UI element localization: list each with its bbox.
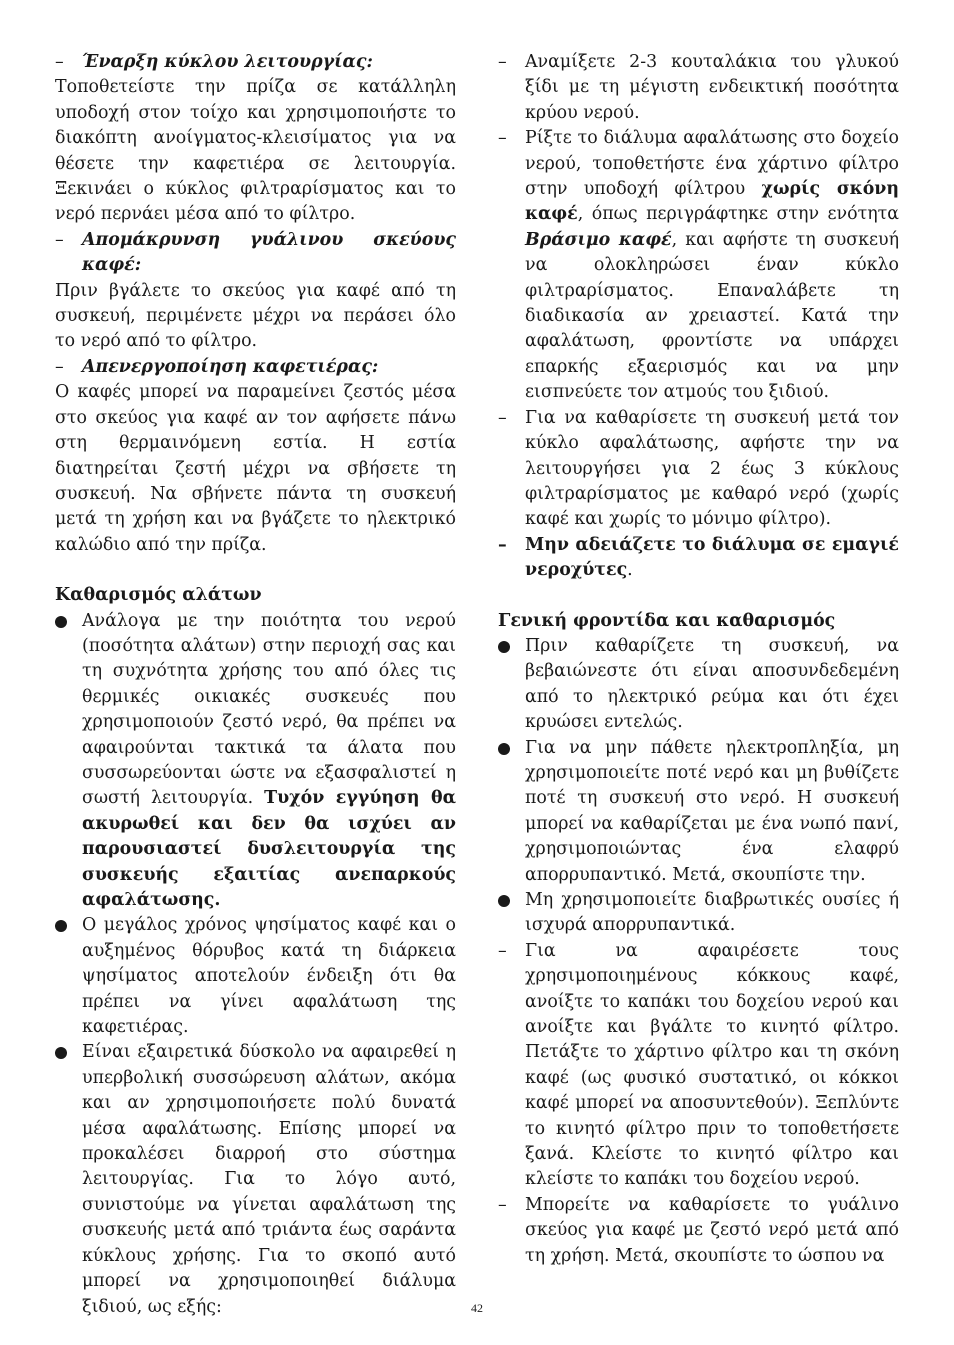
item-emphasis: χωρίς σκόνη καφέ [525,179,900,225]
bullet-text: Ανάλογα με την ποιότητα του νερού (ποσότητα αλάτων) στην περιοχή σας και τη συχνότητα χρήσης του από όλες τις θερμικές οικιακές συσκευές που χρησιμοποιούν ζεστό νερό, θα πρέπει να αφαιρούνται τακτικά τα άλατα που συσσωρεύονται ώστε να εξασφαλιστεί η σωστή λειτουργία. [82,610,456,809]
item-text: Για να αφαιρέσετε τους χρησιμοποιημένους κόκκους καφέ, ανοίξτε το καπάκι του δοχείου νερού και ανοίξτε και βγάλτε το κινητό φίλτρο. Πετάξτε το χάρτινο φίλτρο και τη σκόνη καφέ (ως φυσικό συστατικό, οι κόκκοι καφέ μπορεί να αποσυντεθούν). Ξεπλύντε το κινητό φίλτρο πριν το τοποθετήσετε ξανά. Κλείστε το κινητό φίλτρο και κλείστε το καπάκι του δοχείου νερού. [525,940,899,1190]
item-text: , όπως περιγράφτηκε στην ενότητα [577,204,899,225]
bullet-item [498,634,899,736]
dash-marker: – [498,1194,507,1215]
step-title: Απομάκρυνση γυάλινου σκεύους καφέ: [82,229,456,276]
bullet-item [498,736,899,888]
bullet-dot-icon [498,743,510,755]
item-warning: Μην αδειάζετε το διάλυμα σε εμαγιέ νεροχύτες [525,534,899,581]
bullet-text: Ο μεγάλος χρόνος ψησίματος καφέ και ο αυξημένος θόρυβος κατά τη διάρκεια ψησίματος αποτελούν ένδειξη ότι θα πρέπει να γίνει αφαλάτωση της καφετιέρας. [82,915,456,1038]
dash-marker: – [55,356,64,377]
list-item [498,126,899,405]
section-title-descaling: Καθαρισμός αλάτων [55,585,262,606]
dash-marker: – [498,534,507,555]
bullet-item [55,609,456,914]
list-item [498,1193,899,1269]
bullet-dot-icon [55,1047,67,1059]
warranty-warning: Τυχόν εγγύηση θα ακυρωθεί και δεν θα ισχύει αν παρουσιαστεί δυσλειτουργία της συσκευής εξαιτίας ανεπαρκούς αφαλάτωσης. [82,788,456,910]
bullet-text: Πριν καθαρίζετε τη συσκευή, να βεβαιώνεστε ότι είναι αποσυνδεδεμένη από το ηλεκτρικό ρεύμα και ότι έχει κρυώσει εντελώς. [525,635,899,733]
section-title-care: Γενική φροντίδα και καθαρισμός [498,610,836,631]
bullet-dot-icon [498,895,510,907]
step-start-cycle [55,50,456,75]
step-text: Ο καφές μπορεί να παραμείνει ζεστός μέσα στο σκεύος για καφέ αν τον αφήσετε πάνω στη θερμαινόμενη εστία. Η εστία διατηρείται ζεστή μέχρι να σβήσετε τη συσκευή. Να σβήνετε πάντα τη συσκευή μετά τη χρήση και να βγάζετε το ηλεκτρικό καλώδιο από την πρίζα. [55,382,456,555]
item-text: Αναμίξετε 2-3 κουταλάκια του γλυκού ξίδι με τη μέγιστη ενδεικτική ποσότητα κρύου νερού. [525,52,899,123]
bullet-dot-icon [498,641,510,653]
dash-marker: – [498,128,507,149]
left-column [55,50,456,1320]
right-column [498,50,899,1269]
bullet-item [55,1040,456,1319]
item-text: Για να καθαρίσετε τη συσκευή μετά τον κύκλο αφαλάτωσης, αφήστε την να λειτουργήσει για 2 έως 3 κύκλους φιλτραρίσματος με καθαρό νερό (χωρίς καφέ και χωρίς το μόνιμο φίλτρο). [525,407,899,530]
list-item [498,939,899,1193]
item-text: . [627,560,633,581]
dash-marker: – [55,229,64,250]
bullet-text: Είναι εξαιρετικά δύσκολο να αφαιρεθεί η υπερβολική συσσώρευση αλάτων, ακόμα και αν χρησιμοποιήσετε πολύ δυνατά μέσα αφαλάτωσης. Επίσης μπορεί να προκαλέσει διαρροή στο σύστημα λειτουργίας. Για το λόγο αυτό, συνιστούμε να γίνεται αφαλάτωση της συσκευής μετά από τριάντα έως σαράντα κύκλους χρήσης. Για το σκοπό αυτό μπορεί να χρησιμοποιηθεί διάλυμα ξιδιού, ως εξής: [82,1042,456,1317]
dash-marker: – [55,52,64,72]
step-title: Απενεργοποίηση καφετιέρας: [82,356,379,377]
bullet-item [498,888,899,939]
dash-marker: – [498,407,507,428]
step-text: Πριν βγάλετε το σκεύος για καφέ από τη συσκευή, περιμένετε μέχρι να περάσει όλο το νερό από το φίλτρο. [55,280,456,352]
step-title: Έναρξη κύκλου λειτουργίας: [82,52,373,72]
bullet-text: Μη χρησιμοποιείτε διαβρωτικές ουσίες ή ισχυρά απορρυπαντικά. [525,890,899,936]
bullet-dot-icon [55,616,67,628]
bullet-text: Για να μην πάθετε ηλεκτροπληξία, μη χρησιμοποιείτε ποτέ νερό και μη βυθίζετε ποτέ τη συσκευή στο νερό. Η συσκευή μπορεί να καθαρίζεται με ένα νωπό πανί, χρησιμοποιώντας ένα ελαφρύ απορρυπαντικό. Μετά, σκουπίστε την. [525,737,899,885]
step-text: Τοποθετείστε την πρίζα σε κατάλληλη υποδοχή στον τοίχο και χρησιμοποιήστε το διακόπτη ανοίγματος-κλεισίματος για να θέσετε την καφετιέρα σε λειτουργία. Ξεκινάει ο κύκλος φιλτραρίσματος και το νερό περνάει μέσα από το φίλτρο. [55,77,456,225]
item-emphasis: Βράσιμο καφέ [525,229,672,250]
list-item [498,533,899,584]
list-item [498,50,899,126]
item-text: Μπορείτε να καθαρίσετε το γυάλινο σκεύος για καφέ με ζεστό νερό μετά από τη χρήση. Μετά, σκουπίστε το ώσπου να [525,1194,899,1266]
dash-marker: – [498,52,507,72]
item-text: Ρίξτε το διάλυμα αφαλάτωσης στο δοχείο νερού, τοποθετήστε ένα χάρτινο φίλτρο στην υποδοχή φίλτρου [525,128,899,200]
page-number: 42 [471,1301,483,1315]
bullet-dot-icon [55,920,67,932]
step-switch-off [55,355,456,380]
bullet-item [55,913,456,1040]
item-text: , και αφήστε τη συσκευή να ολοκληρώσει έναν κύκλο φιλτραρίσματος. Επαναλάβετε τη διαδικασία αν χρειαστεί. Κατά την αφαλάτωση, φροντίστε να υπάρχει επαρκής εξαερισμός και να μην εισπνεύετε τον ατμούς του ξιδιού. [525,229,900,403]
dash-marker: – [498,940,507,961]
list-item [498,406,899,533]
step-remove-carafe [55,228,456,279]
